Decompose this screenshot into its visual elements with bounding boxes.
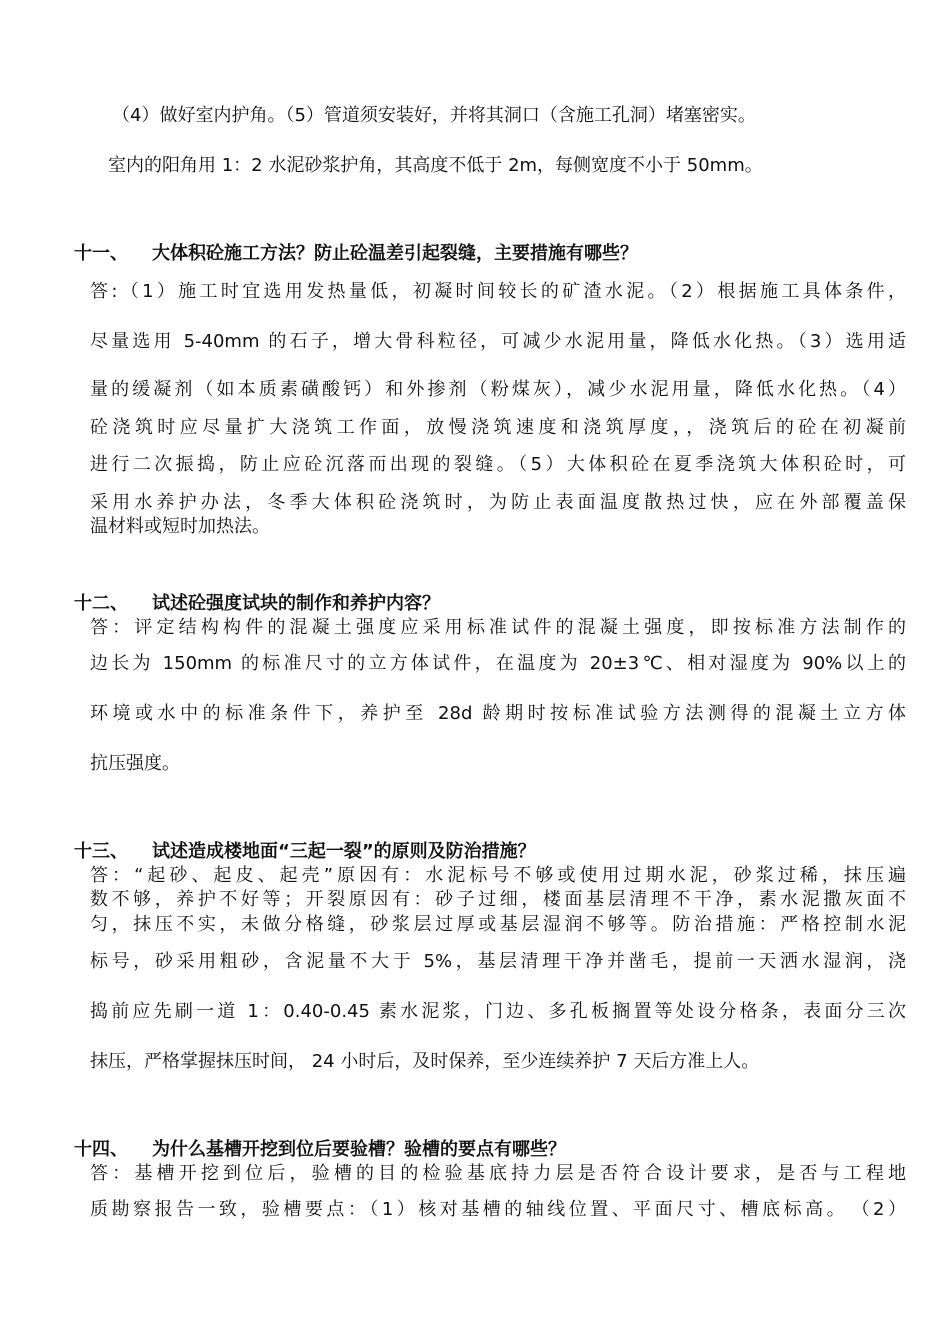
question-number: 十四、 xyxy=(74,1139,128,1160)
question-heading-14 xyxy=(74,1138,566,1162)
answer-line: 进行二次振捣，防止应砼沉落而出现的裂缝。（5）大体积砼在夏季浇筑大体积砼时，可 xyxy=(90,454,906,475)
intro-line-1: （4）做好室内护角。（5）管道须安装好，并将其洞口（含施工孔洞）堵塞密实。 xyxy=(112,105,756,126)
answer-line: 砼浇筑时应尽量扩大浇筑工作面，放慢浇筑速度和浇筑厚度，，浇筑后的砼在初凝前 xyxy=(90,417,906,438)
answer-line: 质勘察报告一致，验槽要点：（1）核对基槽的轴线位置、平面尺寸、槽底标高。 （2） xyxy=(90,1199,906,1220)
question-text: 为什么基槽开挖到位后要验槽？验槽的要点有哪些？ xyxy=(152,1139,566,1160)
answer-line: 标号，砂采用粗砂，含泥量不大于 5%，基层清理干净并凿毛，提前一天洒水湿润，浇 xyxy=(90,951,906,972)
question-number: 十二、 xyxy=(74,593,128,614)
answer-line: 温材料或短时加热法。 xyxy=(90,516,270,537)
answer-line: 答：基槽开挖到位后，验槽的目的检验基底持力层是否符合设计要求，是否与工程地 xyxy=(90,1163,906,1184)
question-text: 大体积砼施工方法？防止砼温差引起裂缝，主要措施有哪些？ xyxy=(152,243,638,264)
answer-line: 数不够，养护不好等；开裂原因有：砂子过细，楼面基层清理不干净，素水泥撒灰面不 xyxy=(90,889,906,910)
answer-line: 匀，抹压不实，未做分格缝，砂浆层过厚或基层湿润不够等。防治措施：严格控制水泥 xyxy=(90,914,906,935)
question-number: 十一、 xyxy=(74,243,128,264)
question-heading-11 xyxy=(74,242,638,266)
answer-line: 答：评定结构构件的混凝土强度应采用标准试件的混凝土强度，即按标准方法制作的 xyxy=(90,617,906,638)
question-number: 十三、 xyxy=(74,841,128,862)
intro-line-2: 室内的阳角用 1：2 水泥砂浆护角，其高度不低于 2m，每侧宽度不小于 50mm。 xyxy=(108,155,763,176)
answer-line: 捣前应先刷一道 1：0.40-0.45 素水泥浆，门边、多孔板搁置等处设分格条，表面分三次 xyxy=(90,1001,906,1022)
answer-line: 答:（1）施工时宜选用发热量低，初凝时间较长的矿渣水泥。（2）根据施工具体条件， xyxy=(90,281,906,302)
answer-line: 边长为 150mm 的标准尺寸的立方体试件，在温度为 20±3℃、相对湿度为 90%以上的 xyxy=(90,653,906,674)
question-heading-12 xyxy=(74,592,440,616)
answer-line: 量的缓凝剂（如本质素磺酸钙）和外掺剂（粉煤灰），减少水泥用量，降低水化热。（4） xyxy=(90,379,906,400)
answer-line: 采用水养护办法，冬季大体积砼浇筑时，为防止表面温度散热过快，应在外部覆盖保 xyxy=(90,492,906,513)
answer-line: 答：“起砂、起皮、起壳”原因有：水泥标号不够或使用过期水泥，砂浆过稀，抹压遍 xyxy=(90,865,906,886)
answer-line: 环境或水中的标准条件下，养护至 28d 龄期时按标准试验方法测得的混凝土立方体 xyxy=(90,703,906,724)
question-text: 试述砼强度试块的制作和养护内容？ xyxy=(152,593,440,614)
answer-line: 抗压强度。 xyxy=(90,753,180,774)
answer-line: 尽量选用 5-40mm 的石子，增大骨科粒径，可减少水泥用量，降低水化热。（3）选用适 xyxy=(90,331,906,352)
question-text: 试述造成楼地面“三起一裂”的原则及防治措施？ xyxy=(152,841,536,862)
answer-line: 抹压，严格掌握抹压时间， 24 小时后，及时保养，至少连续养护 7 天后方准上人。 xyxy=(90,1051,760,1072)
question-heading-13 xyxy=(74,840,536,864)
